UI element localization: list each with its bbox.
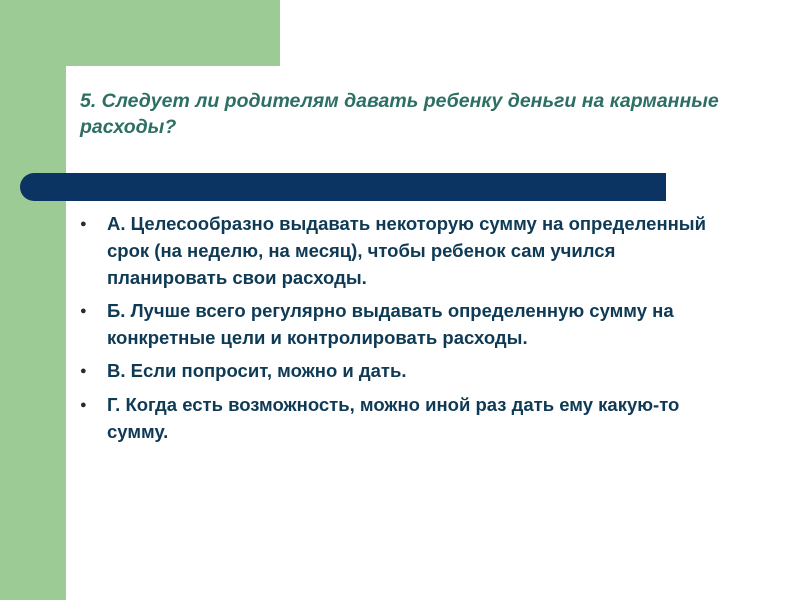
bullet-dot-icon: ●: [80, 365, 87, 377]
decor-green-panel-top: [0, 0, 280, 66]
answer-text-g: Г. Когда есть возможность, можно иной раз дать ему какую-то сумму.: [107, 394, 680, 442]
answer-list: [80, 210, 740, 451]
answer-item-b: [80, 297, 740, 351]
answer-text-v: В. Если попросит, можно и дать.: [107, 360, 407, 381]
slide-title: 5. Следует ли родителям давать ребенку деньги на карманные расходы?: [80, 90, 719, 138]
bullet-dot-icon: ●: [80, 218, 87, 230]
answer-text-a: А. Целесообразно выдавать некоторую сумму на определенный срок (на неделю, на месяц), чтобы ребенок сам учился планировать свои расходы.: [107, 213, 706, 288]
bullet-dot-icon: ●: [80, 305, 87, 317]
answer-item-v: [80, 357, 740, 385]
answer-text-b: Б. Лучше всего регулярно выдавать определенную сумму на конкретные цели и контролировать расходы.: [107, 300, 674, 348]
bullet-dot-icon: ●: [80, 399, 87, 411]
title-divider-bar: [20, 173, 666, 201]
answer-item-g: [80, 391, 740, 445]
decor-green-panel-left: [0, 0, 66, 600]
answer-item-a: [80, 210, 740, 291]
